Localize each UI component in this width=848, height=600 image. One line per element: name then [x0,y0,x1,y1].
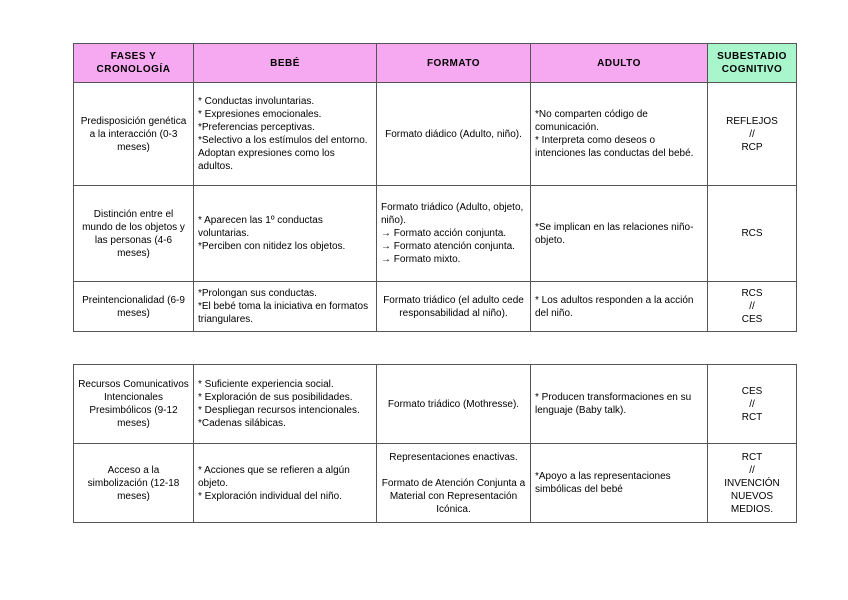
adulto-cell [531,282,708,332]
cell-line: *Preferencias perceptivas. [198,122,315,133]
cell-line: *Perciben con nitidez los objetos. [198,241,346,252]
subestadio-cell [708,186,797,282]
cell-line: * Expresiones emocionales. [198,109,322,120]
cell-line: * Producen transformaciones en su lenguaje (Baby talk). [535,392,692,416]
cell-line: Formato triádico (el adulto cede responsabilidad al niño). [383,294,524,319]
cell-line: * Exploración de sus posibilidades. [198,392,353,403]
header-bebe: BEBÉ [194,44,377,83]
cell-line: Formato triádico (Mothresse). [387,398,520,410]
cell-line: CES [741,314,763,325]
cell-line [381,464,526,477]
bebe-cell [194,83,377,186]
bebe-cell [194,444,377,523]
cell-line: Formato triádico (Adulto, objeto, niño). [381,202,524,226]
header-adulto: ADULTO [531,44,708,83]
cell-line: * Aparecen las 1º conductas voluntarias. [198,215,323,239]
table-row [74,83,797,186]
cell-line: RCS [741,228,763,239]
cell-line: → Formato acción conjunta. [381,228,507,239]
cell-line: *Prolongan sus conductas. [198,288,317,299]
cell-line: *Se implican en las relaciones niño-objeto. [535,221,694,246]
header-formato: FORMATO [377,44,531,83]
cell-line: Formato diádico (Adulto, niño). [385,128,522,140]
table-row [74,444,797,523]
stages-table-2 [73,364,797,523]
cell-line: // [749,464,755,476]
cell-line: CES [741,385,763,397]
fase-cell: Preintencionalidad (6-9 meses) [74,282,194,332]
cell-line: Formato de Atención Conjunta a Material con Representación Icónica. [381,477,526,515]
adulto-cell [531,83,708,186]
cell-line: Representaciones enactivas. [389,451,518,463]
cell-line: *Cadenas silábicas. [198,418,286,429]
cell-line: * Despliegan recursos intencionales. [198,405,360,416]
cell-line: // [749,128,755,140]
cell-line: * Exploración individual del niño. [198,490,342,502]
bebe-cell [194,282,377,332]
subestadio-cell [708,365,797,444]
fase-cell: Recursos Comunicativos Intencionales Presimbólicos (9-12 meses) [74,365,194,444]
header-fases: FASES Y CRONOLOGÍA [74,44,194,83]
cell-line: RCT [741,451,763,463]
cell-line: * Conductas involuntarias. [198,96,315,107]
subestadio-cell [708,83,797,186]
cell-line: RCT [741,411,763,423]
stages-table-1 [73,43,797,332]
formato-cell [377,365,531,444]
cell-line: *No comparten código de comunicación. [535,109,648,133]
cell-line: RCS [741,288,763,299]
subestadio-cell [708,282,797,332]
cell-line: → Formato mixto. [381,254,461,265]
fase-cell: Distinción entre el mundo de los objetos y las personas (4-6 meses) [74,186,194,282]
cell-line: *Apoyo a las representaciones simbólicas del bebé [535,471,671,495]
cell-line: INVENCIÓN [724,477,780,489]
cell-line: RCP [741,141,763,153]
cell-line: // [749,398,755,410]
table-row [74,282,797,332]
adulto-cell [531,444,708,523]
formato-cell [377,186,531,282]
formato-cell [377,282,531,332]
cell-line: *Selectivo a los estímulos del entorno. [198,135,368,146]
table-row [74,186,797,282]
cell-line: NUEVOS MEDIOS. [730,490,774,515]
cell-line: * Interpreta como deseos o intenciones las conductas del bebé. [535,135,694,159]
cell-line: * Los adultos responden a la acción del niño. [535,294,694,319]
header-row [74,44,797,83]
fase-cell: Predisposición genética a la interacción (0-3 meses) [74,83,194,186]
bebe-cell [194,186,377,282]
fase-cell: Acceso a la simbolización (12-18 meses) [74,444,194,523]
cell-line: * Acciones que se refieren a algún objeto. [198,464,350,489]
cell-line: * Suficiente experiencia social. [198,379,334,390]
cell-line: REFLEJOS [726,115,778,127]
bebe-cell [194,365,377,444]
formato-cell [377,444,531,523]
header-subestadio: SUBESTADIO COGNITIVO [708,44,797,83]
cell-line: *El bebé toma la iniciativa en formatos triangulares. [198,301,369,325]
adulto-cell [531,365,708,444]
formato-cell [377,83,531,186]
table-row [74,365,797,444]
adulto-cell [531,186,708,282]
cell-line: // [749,301,755,312]
cell-line: → Formato atención conjunta. [381,241,515,252]
cell-line: Adoptan expresiones como los adultos. [198,148,335,172]
subestadio-cell [708,444,797,523]
